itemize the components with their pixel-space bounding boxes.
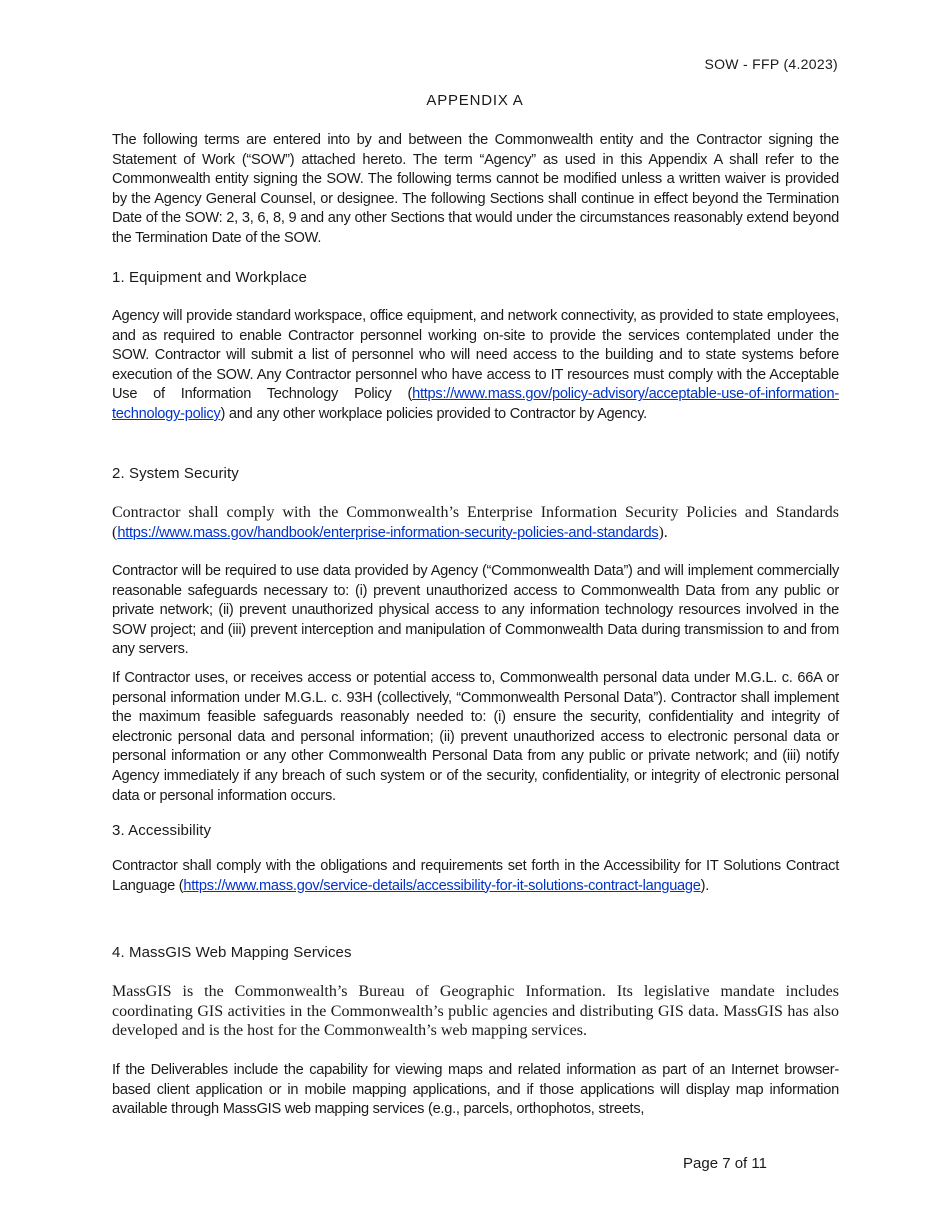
massgis-paragraph-1: MassGIS is the Commonwealth’s Bureau of Geographic Information. Its legislative mandate includes coordinating GIS activities in the Commonwealth’s public agencies and distributing GIS data. MassGIS has also developed and is the host for the Commonwealth’s web mapping services. [112, 983, 839, 1040]
security-paragraph-3: If Contractor uses, or receives access or potential access to, Commonwealth personal data under M.G.L. c. 66A or personal information under M.G.L. c. 93H (collectively, “Commonwealth Personal Data”). Contractor shall implement the maximum feasible safeguards reasonably needed to: (i) ensure the security, confidentiality and integrity of electronic personal data and personal information; (ii) prevent unauthorized access to electronic personal data or personal information or any other Commonwealth Personal Data from any public or private network; and (iii) notify Agency immediately if any breach of such system or of the security, confidentiality, or integrity of electronic personal data or personal information occurs. [112, 670, 839, 804]
security-paragraph-1 [112, 503, 839, 543]
paragraph-text: Contractor shall comply with the obligations and requirements set forth in the Accessibility for IT Solutions Contract Language ( [112, 858, 839, 894]
page-number: Page 7 of 11 [683, 1155, 767, 1172]
equipment-paragraph [112, 307, 839, 425]
section-heading-accessibility: 3. Accessibility [112, 822, 212, 839]
paragraph-text: ) and any other workplace policies provided to Contractor by Agency. [220, 405, 647, 422]
security-policies-link[interactable]: https://www.mass.gov/handbook/enterprise-information-security-policies-and-standards [117, 524, 659, 541]
security-paragraph-2: Contractor will be required to use data provided by Agency (“Commonwealth Data”) and will implement commercially reasonable safeguards necessary to: (i) prevent unauthorized access to Commonwealth Data from any public or private network; (ii) prevent unauthorized physical access to any information technology resources involved in the SOW project; and (iii) prevent interception and manipulation of Commonwealth Data during transmission to and from any servers. [112, 563, 839, 658]
document-code: SOW - FFP (4.2023) [704, 56, 838, 72]
paragraph-text: Contractor shall comply with the Commonwealth’s Enterprise Information Security Policies and Standards ( [112, 504, 839, 541]
page-title: APPENDIX A [426, 92, 524, 109]
paragraph-text: Agency will provide standard workspace, office equipment, and network connectivity, as provided to state employees, and as required to enable Contractor personnel working on-site to provide the services contemplated under the SOW. Contractor will submit a list of personnel who will need access to the building and to state systems before execution of the SOW. Any Contractor personnel who have access to IT resources must comply with the Acceptable Use of Information Technology Policy ( [112, 308, 839, 403]
section-heading-massgis: 4. MassGIS Web Mapping Services [112, 944, 352, 961]
paragraph-text: ). [700, 877, 710, 894]
accessibility-paragraph [112, 857, 839, 896]
acceptable-use-policy-link[interactable]: https://www.mass.gov/policy-advisory/acceptable-use-of-information-technology-policy [112, 386, 839, 422]
intro-paragraph: The following terms are entered into by and between the Commonwealth entity and the Contractor signing the Statement of Work (“SOW”) attached hereto. The term “Agency” as used in this Appendix A shall refer to the Commonwealth entity signing the SOW. The following terms cannot be modified unless a written waiver is provided by the Agency General Counsel, or designee. The following Sections shall continue in effect beyond the Termination Date of the SOW: 2, 3, 6, 8, 9 and any other Sections that would under the circumstances reasonably extend beyond the Termination Date of the SOW. [112, 132, 839, 246]
section-heading-equipment: 1. Equipment and Workplace [112, 269, 307, 286]
paragraph-text: ). [658, 523, 668, 541]
accessibility-link[interactable]: https://www.mass.gov/service-details/accessibility-for-it-solutions-contract-language [183, 877, 701, 894]
section-heading-security: 2. System Security [112, 465, 239, 482]
massgis-paragraph-2: If the Deliverables include the capability for viewing maps and related information as part of an Internet browser-based client application or in mobile mapping applications, and if those applications will display map information available through MassGIS web mapping services (e.g., parcels, orthophotos, streets, [112, 1062, 839, 1118]
